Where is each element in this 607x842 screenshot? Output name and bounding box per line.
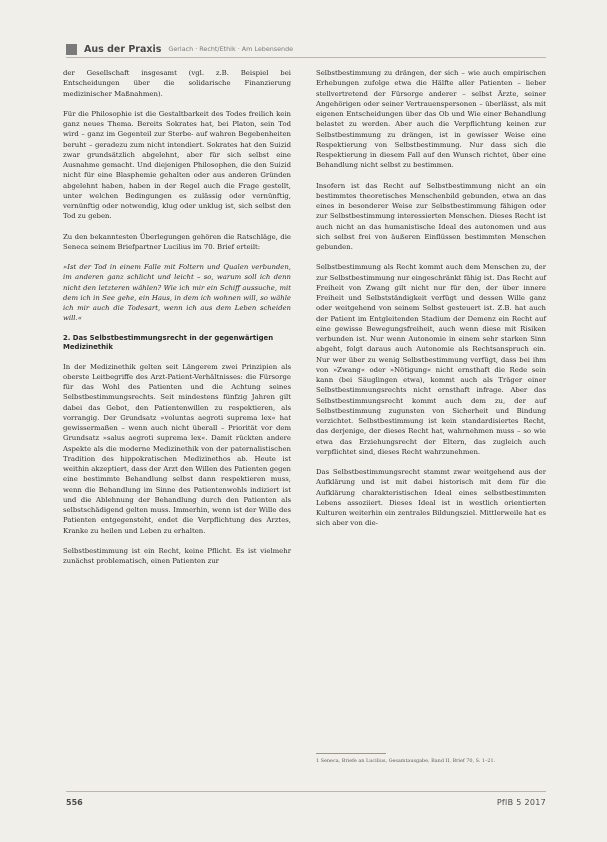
paragraph: In der Medizinethik gelten seit Längerem zwei Prinzipien als oberste Leitbegriffe des Arzt-Patient-Verhältnisses: die Fürsorge für das Wohl des Patienten und die Achtung seines Selbstbestimmungsrechts. Seit mindestens fünfzig Jahren gilt dabei das Gebot, den Patientenwillen zu respektieren, als vorrangig. Der Grundsatz »voluntas aegroti suprema lex« hat gewissermaßen – wenn auch nicht überall – Priorität vor dem Grundsatz »salus aegroti suprema lex«. Damit rückten andere Aspekte als die moderne Medizinethik von der paternalistischen Tradition des hippokratischen Medizinethos ab. Heute ist weithin akzeptiert, dass der Arzt den Willen des Patienten gegen eine bestimmte Behandlung selbst dann respektieren muss, wenn die Behandlung im Sinne des Patientenwohls indiziert ist und die Ablehnung der Behandlung durch den Patienten als selbstschädigend gelten muss. Immerhin, wenn ist der Wille des Patienten entgegensteht, endet die Verpflichtung des Arztes, Kranke zu heilen und Leben zu erhalten.	[63, 362, 291, 535]
journal-issue: PflB 5 2017	[496, 798, 546, 807]
running-header	[66, 41, 546, 58]
left-column	[63, 68, 291, 576]
footnote: 1 Seneca, Briefe an Lucilius, Gesamtausgabe, Band II, Brief 70, S. 1–21.	[316, 758, 496, 764]
header-subtitle: Gerlach · Recht/Ethik · Am Lebensende	[168, 45, 294, 53]
block-quote: »Ist der Tod in einem Falle mit Foltern und Qualen verbunden, im anderen ganz schlicht und leicht – so, warum soll ich denn nicht den letzteren wählen? Wie ich mir ein Schiff aussuche, mit dem ich in See gehe, ein Haus, in dem ich wohnen will, so wähle ich mir auch die Todesart, wenn ich aus dem Leben scheiden will.«	[63, 263, 291, 323]
page-number: 556	[66, 798, 83, 807]
page-footer	[66, 791, 546, 810]
section-heading: 2. Das Selbstbestimmungsrecht in der gegenwärtigen Medizinethik	[63, 333, 274, 351]
paragraph: Selbstbestimmung zu drängen, der sich – wie auch empirischen Erhebungen zufolge etwa die Hälfte aller Patienten – lieber stellvertretend der Fürsorge anderer – selbst Ärzte, seiner Angehörigen oder seiner Vertrauenspersonen – überlässt, als mit eigenen Entscheidungen über das Ob und Wie einer Behandlung belastet zu werden. Aber auch die Verpflichtung keinen zur Selbstbestimmung zu drängen, ist in gewisser Weise eine Respektierung von Selbstbestimmung. Nur dass sich die Respektierung in diesem Fall auf den Wunsch richtet, über eine Behandlung nicht selbst zu bestimmen.	[316, 69, 546, 170]
paragraph: der Gesellschaft insgesamt (vgl. z.B. Beispiel bei Entscheidungen über die solidarische Finanzierung medizinischer Maßnahmen).	[63, 69, 291, 98]
section-marker-square	[66, 44, 77, 55]
paragraph: Zu den bekanntesten Überlegungen gehören die Ratschläge, die Seneca seinem Briefpartner Lucilius im 70. Brief erteilt:	[63, 232, 291, 251]
paragraph: Selbstbestimmung ist ein Recht, keine Pflicht. Es ist vielmehr zunächst problematisch, einen Patienten zur	[63, 546, 291, 565]
right-column	[316, 68, 546, 539]
paragraph: Für die Philosophie ist die Gestaltbarkeit des Todes freilich kein ganz neues Thema. Bereits Sokrates hat, bei Platon, sein Tod wird – ganz im Gegenteil zur Sterbe- auf wahren Begebenheiten beruht – geradezu zum nicht intendiert. Sokrates hat den Suizid zwar grundsätzlich abgelehnt, aber für sich selbst eine Ausnahme gemacht. Und diejenigen Philosophen, die den Suizid nicht für eine Blasphemie gehalten oder aus anderen Gründen abgelehnt haben, haben in der Regel auch die Frage gestellt, unter welchen Bedingungen es zulässig oder vernünftig, vernünftig oder notwendig, klug oder unklug ist, sich selbst den Tod zu geben.	[63, 109, 291, 221]
paragraph: Insofern ist das Recht auf Selbstbestimmung nicht an ein bestimmtes theoretisches Menschenbild gebunden, etwa an das eines in besonderer Weise zur Selbstbestimmung fähigen oder zur Selbstbestimmung interessierten Menschen. Dieses Recht ist auch nicht an das humanistische Ideal des autonomen und aus sich selbst frei von äußeren Einflüssen bestimmten Menschen gebunden.	[316, 181, 546, 251]
paragraph: Das Selbstbestimmungsrecht stammt zwar weitgehend aus der Aufklärung und ist mit dabei historisch mit dem für die Aufklärung charakteristischen Ideal eines selbstbestimmten Lebens assoziiert. Dieses Ideal ist in westlich orientierten Kulturen weiterhin ein zentrales Bildungsziel. Mittlerweile hat es sich aber von die-	[316, 468, 546, 528]
footnote-rule	[316, 753, 386, 754]
paragraph: Selbstbestimmung als Recht kommt auch dem Menschen zu, der zur Selbstbestimmung nur eingeschränkt fähig ist. Das Recht auf Freiheit von Zwang gilt nicht nur für den, der über innere Freiheit und Selbstständigkeit verfügt und dessen Wille ganz oder weitgehend von seinem Selbst gesteuert ist. Z.B. hat auch der Patient im Entgleitenden Stadium der Demenz ein Recht auf eine gewisse Bewegungsfreiheit, auch wenn diese mit Risiken verbunden ist. Nur wenn Autonomie in einem sehr starken Sinn abgeht, folgt daraus auch Autonomie als Rechtsanspruch ein. Nur wer über zu wenig Selbstbestimmung verfügt, dass bei ihm von »Zwang« oder »Nötigung« nicht ernsthaft die Rede sein kann (bei Säuglingen etwa), kommt auch als Träger einer Selbstbestimmungsrechts nicht ernsthaft infrage. Aber das Selbstbestimmungsrecht kommt auch dem zu, der auf Selbstbestimmung zugunsten von Sicherheit und Bindung verzichtet. Selbstbestimmung ist kein standardisiertes Recht, das derjenige, der dieses Recht hat, wahrnehmen muss – so wie etwa das Erziehungsrecht der Eltern, das zugleich auch verpflichtet sind, dieses Recht wahrzunehmen.	[316, 263, 546, 456]
header-title: Aus der Praxis	[84, 43, 162, 55]
